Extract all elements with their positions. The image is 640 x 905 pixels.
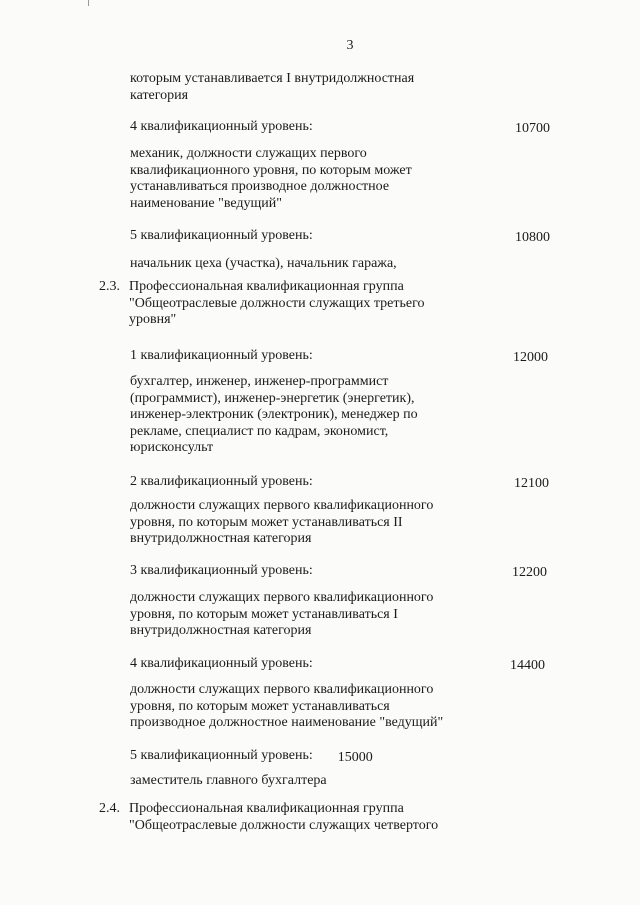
section-title	[129, 279, 424, 329]
position-description	[130, 590, 433, 640]
description-line: бухгалтер, инженер, инженер-программист	[130, 374, 389, 389]
position-description	[130, 773, 327, 790]
description-line: должности служащих первого квалификационного	[130, 590, 434, 605]
salary-value: 12100	[514, 476, 549, 491]
description-line: категория	[130, 87, 189, 103]
section-number: 2.3.	[99, 279, 120, 294]
description-line: рекламе, специалист по кадрам, экономист,	[130, 423, 389, 439]
qualification-level-row	[130, 748, 373, 765]
description-line: заместитель главного бухгалтера	[130, 773, 327, 788]
qualification-level-row	[130, 656, 545, 673]
description-line: инженер-электроник (электроник), менеджер по	[130, 407, 418, 422]
salary-value: 14400	[510, 658, 545, 673]
description-line: механик, должности служащих первого	[130, 146, 367, 161]
qualification-level-row	[130, 474, 549, 491]
qualification-level-row	[130, 348, 548, 365]
salary-value: 12000	[513, 350, 548, 365]
section-title	[129, 801, 438, 834]
description-line: уровня, по которым может устанавливаться	[130, 698, 390, 714]
description-line: которым устанавливается I внутридолжностная	[130, 71, 415, 86]
position-description	[130, 498, 433, 548]
salary-value: 10800	[515, 230, 550, 245]
description-line: производное должностное наименование "ведущий"	[130, 715, 444, 730]
description-line: устанавливаться производное должностное	[130, 179, 390, 194]
qualification-level-label: 5 квалификационный уровень:	[130, 228, 313, 243]
description-line: уровня, по которым может устанавливаться II	[130, 514, 403, 530]
section-title-line: уровня"	[129, 312, 177, 327]
description-line: внутридолжностная категория	[130, 623, 312, 638]
section-number: 2.4.	[99, 801, 120, 816]
position-description	[130, 256, 397, 273]
description-line: должности служащих первого квалификационного	[130, 498, 434, 513]
qualification-level-label: 2 квалификационный уровень:	[130, 474, 313, 489]
position-description	[130, 71, 414, 104]
section-title-line: "Общеотраслевые должности служащих четвертого	[129, 817, 439, 833]
position-description	[130, 146, 412, 212]
qualification-level-label: 4 квалификационный уровень:	[130, 119, 313, 134]
position-description	[130, 682, 443, 732]
salary-value: 10700	[515, 121, 550, 136]
qualification-level-row	[130, 119, 550, 136]
section-title-line: Профессиональная квалификационная группа	[129, 801, 404, 816]
section-title-line: Профессиональная квалификационная группа	[129, 279, 404, 294]
qualification-level-label: 1 квалификационный уровень:	[130, 348, 313, 363]
description-line: должности служащих первого квалификационного	[130, 682, 434, 697]
scan-edge-mark	[88, 0, 89, 6]
salary-value: 15000	[337, 750, 373, 765]
qualification-level-row	[130, 563, 547, 580]
description-line: наименование "ведущий"	[130, 195, 282, 211]
qualification-level-label: 5 квалификационный уровень:	[130, 748, 313, 763]
section-title-line: "Общеотраслевые должности служащих третьего	[129, 295, 425, 311]
description-line: уровня, по которым может устанавливаться I	[130, 606, 398, 622]
position-description	[130, 374, 418, 457]
qualification-level-label: 4 квалификационный уровень:	[130, 656, 313, 671]
page-number: 3	[346, 38, 354, 53]
description-line: внутридолжностная категория	[130, 531, 312, 546]
description-line: квалификационного уровня, по которым может	[130, 162, 412, 178]
qualification-level-label: 3 квалификационный уровень:	[130, 563, 313, 578]
section-heading	[99, 801, 439, 833]
salary-value: 12200	[512, 565, 547, 580]
section-heading	[99, 279, 425, 327]
qualification-level-row	[130, 228, 550, 245]
description-line: (программист), инженер-энергетик (энергетик),	[130, 390, 415, 406]
description-line: начальник цеха (участка), начальник гаража,	[130, 256, 397, 271]
description-line: юрисконсульт	[130, 440, 214, 455]
